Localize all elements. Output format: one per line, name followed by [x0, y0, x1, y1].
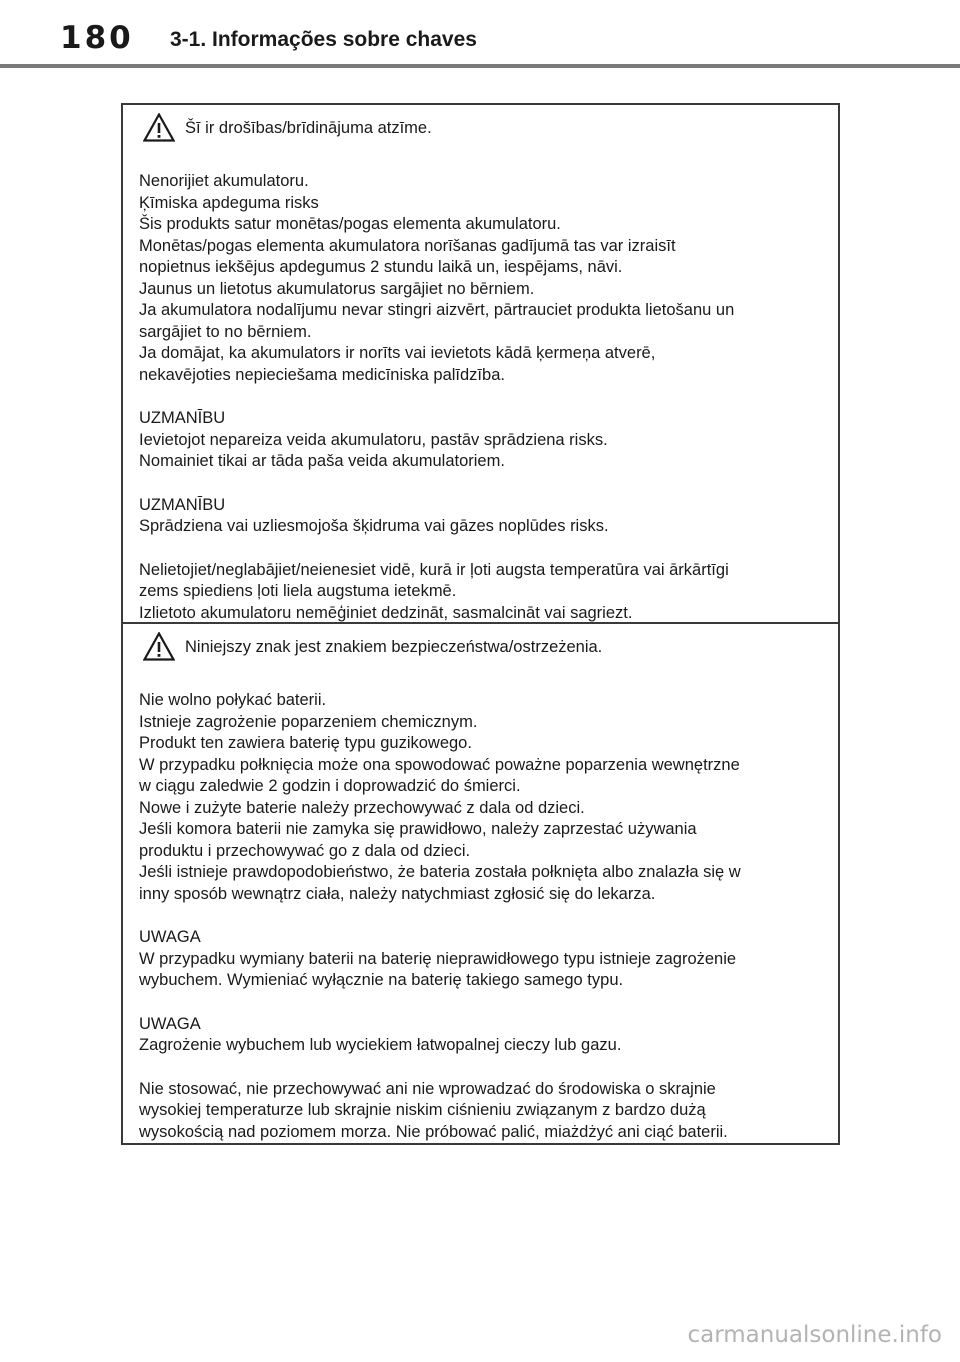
text-line: Ja akumulatora nodalījumu nevar stingri aizvērt, pārtrauciet produkta lietošanu un	[139, 301, 735, 319]
section-title: 3-1. Informações sobre chaves	[170, 28, 477, 51]
text-line: Nomainiet tikai ar tāda paša veida akumulatoriem.	[139, 452, 505, 470]
text-line: produktu i przechowywać go z dala od dzieci.	[139, 841, 471, 860]
caution-label: UWAGA	[139, 1014, 201, 1033]
text-line: Izlietoto akumulatoru nemēģiniet dedzināt, sasmalcināt vai sagriezt.	[139, 603, 633, 622]
text-line: Jeśli istnieje prawdopodobieństwo, że bateria została połknięta albo znalazła się w	[139, 863, 741, 881]
ingestion-warning	[139, 690, 828, 905]
text-line: sargājiet to no bērniem.	[139, 322, 312, 341]
environment-warning	[139, 1079, 828, 1144]
text-line: Produkt ten zawiera baterię typu guzikowego.	[139, 734, 472, 752]
text-line: nopietnus iekšējus apdegumus 2 stundu laikā un, iespējams, nāvi.	[139, 258, 623, 276]
text-line: Jaunus un lietotus akumulatorus sargājiet no bērniem.	[139, 279, 535, 298]
latvian-warning-panel	[123, 105, 838, 622]
polish-warning-panel	[123, 622, 838, 1143]
caution-label: UZMANĪBU	[139, 495, 226, 514]
text-line: Nie wolno połykać baterii.	[139, 691, 327, 709]
text-line: Zagrożenie wybuchem lub wyciekiem łatwopalnej cieczy lub gazu.	[139, 1036, 622, 1054]
text-line: Nenorijiet akumulatoru.	[139, 172, 309, 190]
caution-replacement	[139, 927, 828, 992]
caution-explosion	[139, 495, 828, 538]
text-line: Šis produkts satur monētas/pogas elementa akumulatoru.	[139, 215, 561, 233]
text-line: w ciągu zaledwie 2 godzin i doprowadzić do śmierci.	[139, 777, 521, 795]
site-watermark: carmanualsonline.info	[687, 1322, 942, 1348]
ingestion-warning	[139, 171, 828, 386]
text-line: Nie stosować, nie przechowywać ani nie wprowadzać do środowiska o skrajnie	[139, 1079, 716, 1098]
text-line: wysokiej temperaturze lub skrajnie niskim ciśnieniu związanym z bardzo dużą	[139, 1101, 706, 1119]
warning-title: Šī ir drošības/brīdinājuma atzīme.	[185, 119, 432, 137]
text-line: Istnieje zagrożenie poparzeniem chemicznym.	[139, 712, 478, 731]
page-header	[0, 0, 960, 68]
text-line: zems spiediens ļoti liela augstuma ietekmē.	[139, 582, 457, 600]
text-line: inny sposób wewnątrz ciała, należy natychmiast zgłosić się do lekarza.	[139, 884, 656, 903]
text-line: Ievietojot nepareiza veida akumulatoru, pastāv sprādziena risks.	[139, 430, 608, 449]
text-line: Ja domājat, ka akumulators ir norīts vai ievietots kādā ķermeņa atverē,	[139, 344, 656, 362]
caution-label: UWAGA	[139, 928, 201, 946]
battery-warning-box	[121, 103, 840, 1145]
text-line: wybuchem. Wymieniać wyłącznie na baterię takiego samego typu.	[139, 971, 624, 989]
text-line: Ķīmiska apdeguma risks	[139, 193, 319, 212]
text-line: W przypadku połknięcia może ona spowodować poważne poparzenia wewnętrzne	[139, 755, 740, 774]
text-line: Jeśli komora baterii nie zamyka się prawidłowo, należy zaprzestać używania	[139, 820, 697, 838]
text-line: wysokością nad poziomem morza. Nie próbować palić, miażdżyć ani ciąć baterii.	[139, 1122, 728, 1141]
warning-title: Niniejszy znak jest znakiem bezpieczeństwa/ostrzeżenia.	[185, 638, 603, 656]
warning-triangle-icon	[143, 113, 175, 142]
warning-triangle-icon	[143, 632, 175, 661]
environment-warning	[139, 560, 828, 625]
caution-label: UZMANĪBU	[139, 409, 226, 427]
text-line: nekavējoties nepieciešama medicīniska palīdzība.	[139, 365, 505, 384]
text-line: W przypadku wymiany baterii na baterię nieprawidłowego typu istnieje zagrożenie	[139, 949, 737, 968]
warning-heading	[139, 624, 828, 670]
text-line: Sprādziena vai uzliesmojoša šķidruma vai gāzes noplūdes risks.	[139, 517, 609, 535]
caution-explosion	[139, 1014, 828, 1057]
text-line: Monētas/pogas elementa akumulatora norīšanas gadījumā tas var izraisīt	[139, 236, 676, 255]
text-line: Nelietojiet/neglabājiet/neienesiet vidē, kurā ir ļoti augsta temperatūra vai ārkārtīgi	[139, 560, 729, 579]
page-number: 180	[60, 20, 134, 56]
warning-heading	[139, 105, 828, 151]
text-line: Nowe i zużyte baterie należy przechowywać z dala od dzieci.	[139, 798, 585, 817]
caution-replacement	[139, 408, 828, 473]
